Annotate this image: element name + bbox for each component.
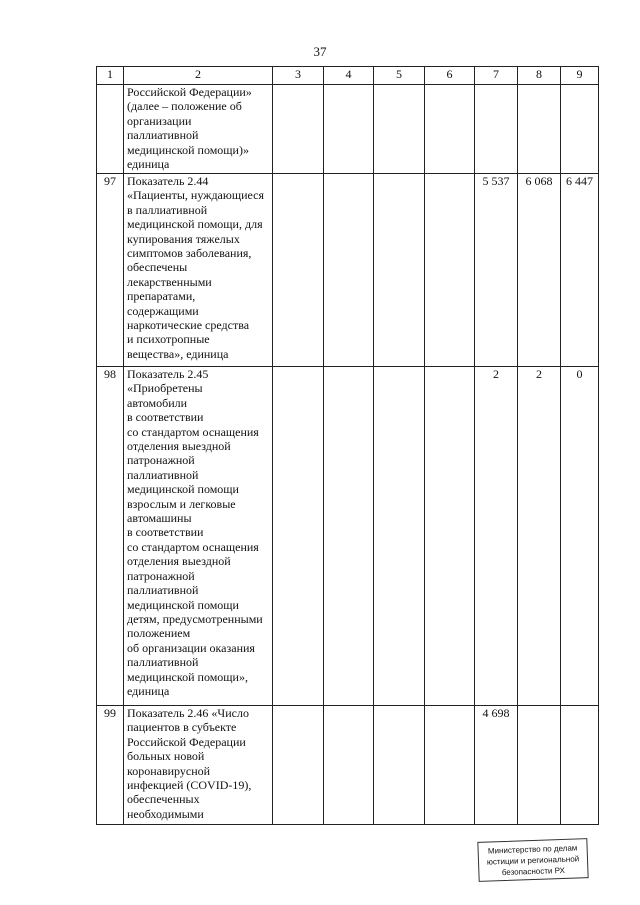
description-line: в соответствии [127,525,204,540]
description-line: (далее – положение об [127,99,242,114]
header-cell: 7 [475,67,518,85]
description-line: лекарственными [127,274,212,289]
description-line: отделения выездной [127,439,231,454]
description-line: Российской Федерации» [127,85,252,99]
description-line: паллиативной [127,467,199,482]
row-number: 98 [97,367,124,706]
description-line: больных новой [127,749,205,764]
description-line: патронажной [127,453,195,468]
value-cell [425,367,475,706]
table-row [97,174,599,367]
stamp-line: Министерство по делам [487,842,578,856]
header-cell: 4 [324,67,374,85]
value-cell [374,367,425,706]
description-line: единица [127,157,170,172]
value-cell [324,85,374,174]
indicators-table [96,66,599,825]
description-line: паллиативной [127,655,199,670]
page-number: 37 [313,44,327,59]
value-cell [324,706,374,825]
description-line: в паллиативной [127,202,208,217]
description-line: обеспеченных [127,792,200,807]
value-cell [561,706,599,825]
header-cell: 1 [97,67,124,85]
stamp-line: безопасности РХ [501,865,566,877]
description-line: медицинской помощи, для [127,217,263,232]
description-line: со стандартом оснащения [127,539,259,554]
description-line: единица [127,683,170,698]
indicator-description [124,85,273,174]
value-cell [518,85,561,174]
description-line: симптомов заболевания, [127,246,252,261]
table-row [97,85,599,174]
description-line: автомашины [127,511,192,526]
value-cell [374,85,425,174]
indicator-description [124,174,273,367]
value-cell [324,367,374,706]
value-cell: 4 698 [475,706,518,825]
stamp-line: юстиции и региональной [486,853,580,867]
description-line: со стандартом оснащения [127,424,259,439]
description-line: вещества», единица [127,346,229,361]
description-line: препаратами, [127,289,196,304]
value-cell [273,706,324,825]
value-cell: 6 068 [518,174,561,367]
header-row [97,67,599,85]
description-line: содержащими [127,303,199,318]
description-line: отделения выездной [127,554,231,569]
description-line: коронавирусной [127,763,211,778]
description-line: организации [127,113,192,128]
value-cell [561,85,599,174]
description-line: медицинской помощи [127,482,239,497]
value-cell: 0 [561,367,599,706]
description-line: Показатель 2.44 [127,174,209,188]
header-cell: 6 [425,67,475,85]
value-cell [273,174,324,367]
value-cell [518,706,561,825]
table-row [97,367,599,706]
description-line: детям, предусмотренными [127,611,263,626]
description-line: Показатель 2.46 «Число [127,706,249,720]
value-cell: 5 537 [475,174,518,367]
value-cell [374,706,425,825]
description-line: купирования тяжелых [127,231,240,246]
header-cell: 2 [124,67,273,85]
description-line: обеспечены [127,260,188,275]
description-line: патронажной [127,568,195,583]
value-cell [273,85,324,174]
value-cell [475,85,518,174]
description-line: «Приобретены [127,381,203,396]
value-cell [273,367,324,706]
description-line: пациентов в субъекте [127,720,237,735]
description-line: в соответствии [127,410,204,425]
header-cell: 9 [561,67,599,85]
row-number: 97 [97,174,124,367]
header-cell: 5 [374,67,425,85]
description-line: необходимыми [127,806,204,821]
description-line: медицинской помощи [127,597,239,612]
row-number: 99 [97,706,124,825]
description-line: Российской Федерации [127,734,246,749]
value-cell [425,85,475,174]
value-cell: 2 [475,367,518,706]
indicator-description [124,706,273,825]
description-line: наркотические средства [127,318,250,333]
description-line: инфекцией (COVID-19), [127,778,252,793]
value-cell [425,706,475,825]
description-line: автомобили [127,395,188,410]
header-cell: 3 [273,67,324,85]
description-line: паллиативной [127,583,199,598]
indicator-description [124,367,273,706]
description-line: взрослым и легковые [127,496,236,511]
description-line: Показатель 2.45 [127,367,209,381]
value-cell: 6 447 [561,174,599,367]
description-line: положением [127,626,191,641]
value-cell: 2 [518,367,561,706]
description-line: медицинской помощи», [127,669,248,684]
value-cell [324,174,374,367]
row-number [97,85,124,174]
description-line: медицинской помощи)» [127,142,249,157]
description-line: и психотропные [127,332,210,347]
value-cell [374,174,425,367]
table-row [97,706,599,825]
value-cell [425,174,475,367]
ministry-stamp [477,838,588,882]
header-cell: 8 [518,67,561,85]
description-line: паллиативной [127,128,199,143]
description-line: «Пациенты, нуждающиеся [127,188,264,203]
description-line: об организации оказания [127,640,255,655]
